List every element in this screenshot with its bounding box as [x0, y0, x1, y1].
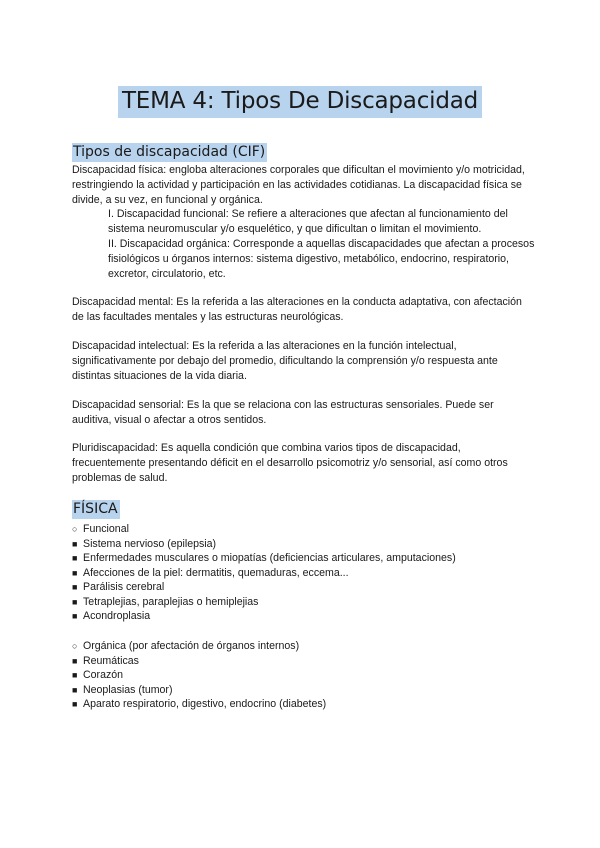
circle-bullet-icon: ○	[72, 524, 78, 534]
square-bullet-icon: ■	[72, 685, 78, 695]
list-item: ■ Neoplasias (tumor)	[72, 684, 173, 696]
page-title: TEMA 4: Tipos De Discapacidad	[118, 86, 482, 118]
square-bullet-icon: ■	[72, 553, 78, 563]
list-item: ■ Sistema nervioso (epilepsia)	[72, 538, 217, 550]
list-item: ■ Aparato respiratorio, digestivo, endocrino (diabetes)	[72, 698, 327, 710]
square-bullet-icon: ■	[72, 670, 78, 680]
paragraph-mental: Discapacidad mental: Es la referida a las alteraciones en la conducta adaptativa, con afectación de las facultades mentales y las estructuras neurológicas.	[72, 296, 522, 323]
section-heading-fisica: FÍSICA	[73, 501, 118, 517]
list-item: ■ Afecciones de la piel: dermatitis, quemaduras, eccema...	[72, 567, 349, 579]
square-bullet-icon: ■	[72, 539, 78, 549]
list-item: ■ Reumáticas	[72, 655, 139, 667]
list-item: ○ Funcional	[72, 523, 129, 535]
list-item: ○ Orgánica (por afectación de órganos internos)	[72, 640, 300, 652]
square-bullet-icon: ■	[72, 656, 78, 666]
list-item: ■ Enfermedades musculares o miopatías (deficiencias articulares, amputaciones)	[72, 552, 456, 564]
list-item: ■ Acondroplasia	[72, 610, 151, 622]
list-item: ■ Parálisis cerebral	[72, 581, 165, 593]
paragraph-fisica: Discapacidad física: engloba alteraciones corporales que dificultan el movimiento y/o motricidad, restringiendo la actividad y participación en las actividades cotidianas. La discapacidad física se divide, a su vez, en funcional y orgánica.	[72, 164, 525, 206]
paragraph-sensorial: Discapacidad sensorial: Es la que se relaciona con las estructuras sensoriales. Puede ser auditiva, visual o afectar a otros sentidos.	[72, 399, 494, 426]
paragraph-pluridiscapacidad: Pluridiscapacidad: Es aquella condición que combina varios tipos de discapacidad, frecuentemente presentando déficit en el desarrollo psicomotriz y/o sensorial, así como otros problemas de salud.	[72, 442, 508, 484]
paragraph-intelectual: Discapacidad intelectual: Es la referida a las alteraciones en la función intelectual, significativamente por debajo del promedio, dificultando la comprensión y/o respuesta ante distintas situaciones de la vida diaria.	[72, 340, 498, 382]
circle-bullet-icon: ○	[72, 641, 78, 651]
square-bullet-icon: ■	[72, 699, 78, 709]
square-bullet-icon: ■	[72, 582, 78, 592]
section-heading-tipos: Tipos de discapacidad (CIF)	[73, 144, 266, 160]
list-item: ■ Tetraplejias, paraplejias o hemiplejias	[72, 596, 259, 608]
square-bullet-icon: ■	[72, 568, 78, 578]
paragraph-organica: II. Discapacidad orgánica: Corresponde a aquellas discapacidades que afectan a procesos fisiológicos u órganos internos: sistema digestivo, metabólico, endocrino, respiratorio, excretor, circulatorio, etc.	[108, 238, 535, 280]
square-bullet-icon: ■	[72, 597, 78, 607]
square-bullet-icon: ■	[72, 611, 78, 621]
list-item: ■ Corazón	[72, 669, 124, 681]
paragraph-funcional: I. Discapacidad funcional: Se refiere a alteraciones que afectan al funcionamiento del sistema neuromuscular y/o esquelético, y que dificultan o limitan el movimiento.	[108, 208, 508, 235]
